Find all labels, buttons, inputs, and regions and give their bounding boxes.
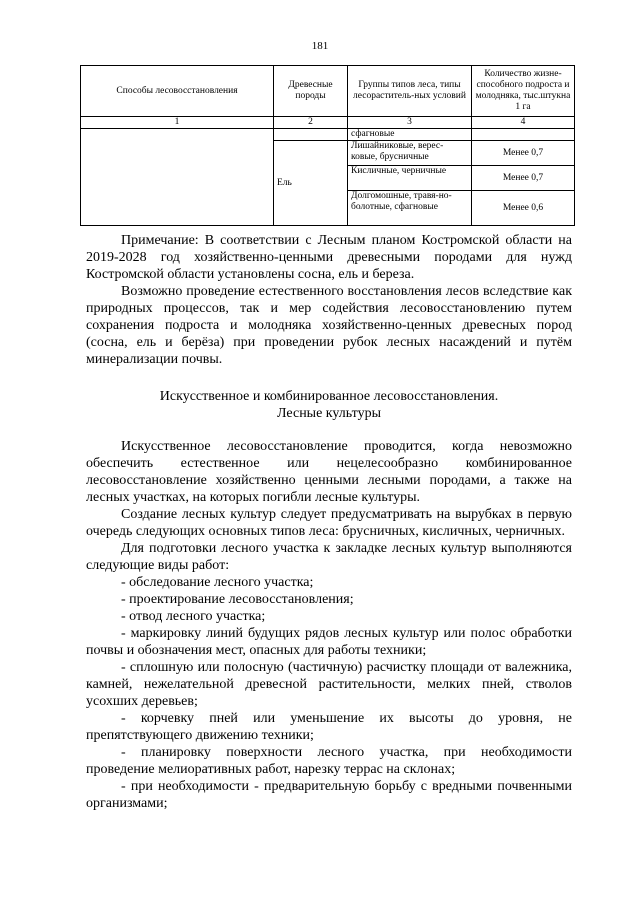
forest-group-cell: Кисличные, черничные — [348, 166, 472, 191]
forest-group-cell: Долгомошные, травя-но-болотные, сфагновые — [348, 191, 472, 226]
forest-group-cell: сфагновые — [348, 129, 472, 141]
column-number: 3 — [348, 117, 472, 129]
list-item: - при необходимости - предварительную борьбу с вредными почвенными организмами; — [86, 779, 572, 811]
list-item: - корчевку пней или уменьшение их высоты до уровня, не препятствующего движению техники; — [86, 711, 572, 743]
paragraph: Создание лесных культур следует предусматривать на вырубках в первую очередь следующих основных типов леса: брусничных, кисличных, черничных. — [86, 507, 572, 539]
quantity-cell: Менее 0,7 — [472, 141, 575, 166]
column-number: 2 — [274, 117, 348, 129]
note-paragraph: Примечание: В соответствии с Лесным планом Костромской области на 2019-2028 год хозяйственно-ценными древесными породами для нужд Костромской области установлены сосна, ель и береза. — [86, 233, 572, 282]
paragraph: Искусственное лесовосстановление проводится, когда невозможно обеспечить естественное или нецелесообразно комбинированное лесовосстановление хозяйственно ценными лесными породами, а также на лесных участках, на которых погибли лесные культуры. — [86, 439, 572, 505]
column-number-row — [81, 117, 575, 129]
quantity-cell: Менее 0,6 — [472, 191, 575, 226]
forest-regeneration-table — [80, 65, 575, 226]
page-number: 181 — [311, 40, 329, 52]
quantity-cell: Менее 0,7 — [472, 166, 575, 191]
note-section — [86, 232, 572, 368]
table-header-row — [81, 66, 575, 117]
header-cell: Древесные породы — [274, 66, 348, 117]
header-cell: Количество жизне-способного подроста и молодняка, тыс.штукна 1 га — [472, 66, 575, 117]
paragraph: Возможно проведение естественного восстановления лесов вследствие как природных процессов, так и мер содействия лесовосстановлению путем сохранения подроста и молодняка хозяйственно-ценных древесных пород (сосна, ель и берёза) при проведении рубок лесных насаждений и путём минерализации почвы. — [86, 284, 572, 367]
list-item: - планировку поверхности лесного участка, при необходимости проведение мелиоративных работ, нарезку террас на склонах; — [86, 745, 572, 777]
forest-group-cell: Лишайниковые, верес-ковые, брусничные — [348, 141, 472, 166]
header-cell: Группы типов леса, типы лесораститель-ных условий — [348, 66, 472, 117]
header-cell: Способы лесовосстановления — [81, 66, 274, 117]
list-item: - отвод лесного участка; — [121, 609, 266, 624]
column-number: 4 — [472, 117, 575, 129]
body-section — [86, 438, 572, 812]
column-number: 1 — [81, 117, 274, 129]
section-heading — [86, 388, 572, 422]
list-item: - обследование лесного участка; — [121, 575, 314, 590]
quantity-cell — [472, 129, 575, 141]
list-item: - проектирование лесовосстановления; — [121, 592, 354, 607]
heading-line: Искусственное и комбинированное лесовосстановления. — [159, 389, 499, 404]
list-item: - сплошную или полосную (частичную) расчистку площади от валежника, камней, нежелательной древесной растительности, мелких пней, стволов усохших деревьев; — [86, 660, 572, 709]
list-item: - маркировку линий будущих рядов лесных культур или полос обработки почвы и обозначения мест, опасных для работы техники; — [86, 626, 572, 658]
species-cell: Ель — [274, 141, 348, 226]
species-cell-empty — [274, 129, 348, 141]
method-cell — [81, 129, 274, 226]
heading-line: Лесные культуры — [277, 406, 381, 421]
paragraph: Для подготовки лесного участка к закладке лесных культур выполняются следующие виды работ: — [86, 541, 572, 573]
table-row — [81, 129, 575, 141]
